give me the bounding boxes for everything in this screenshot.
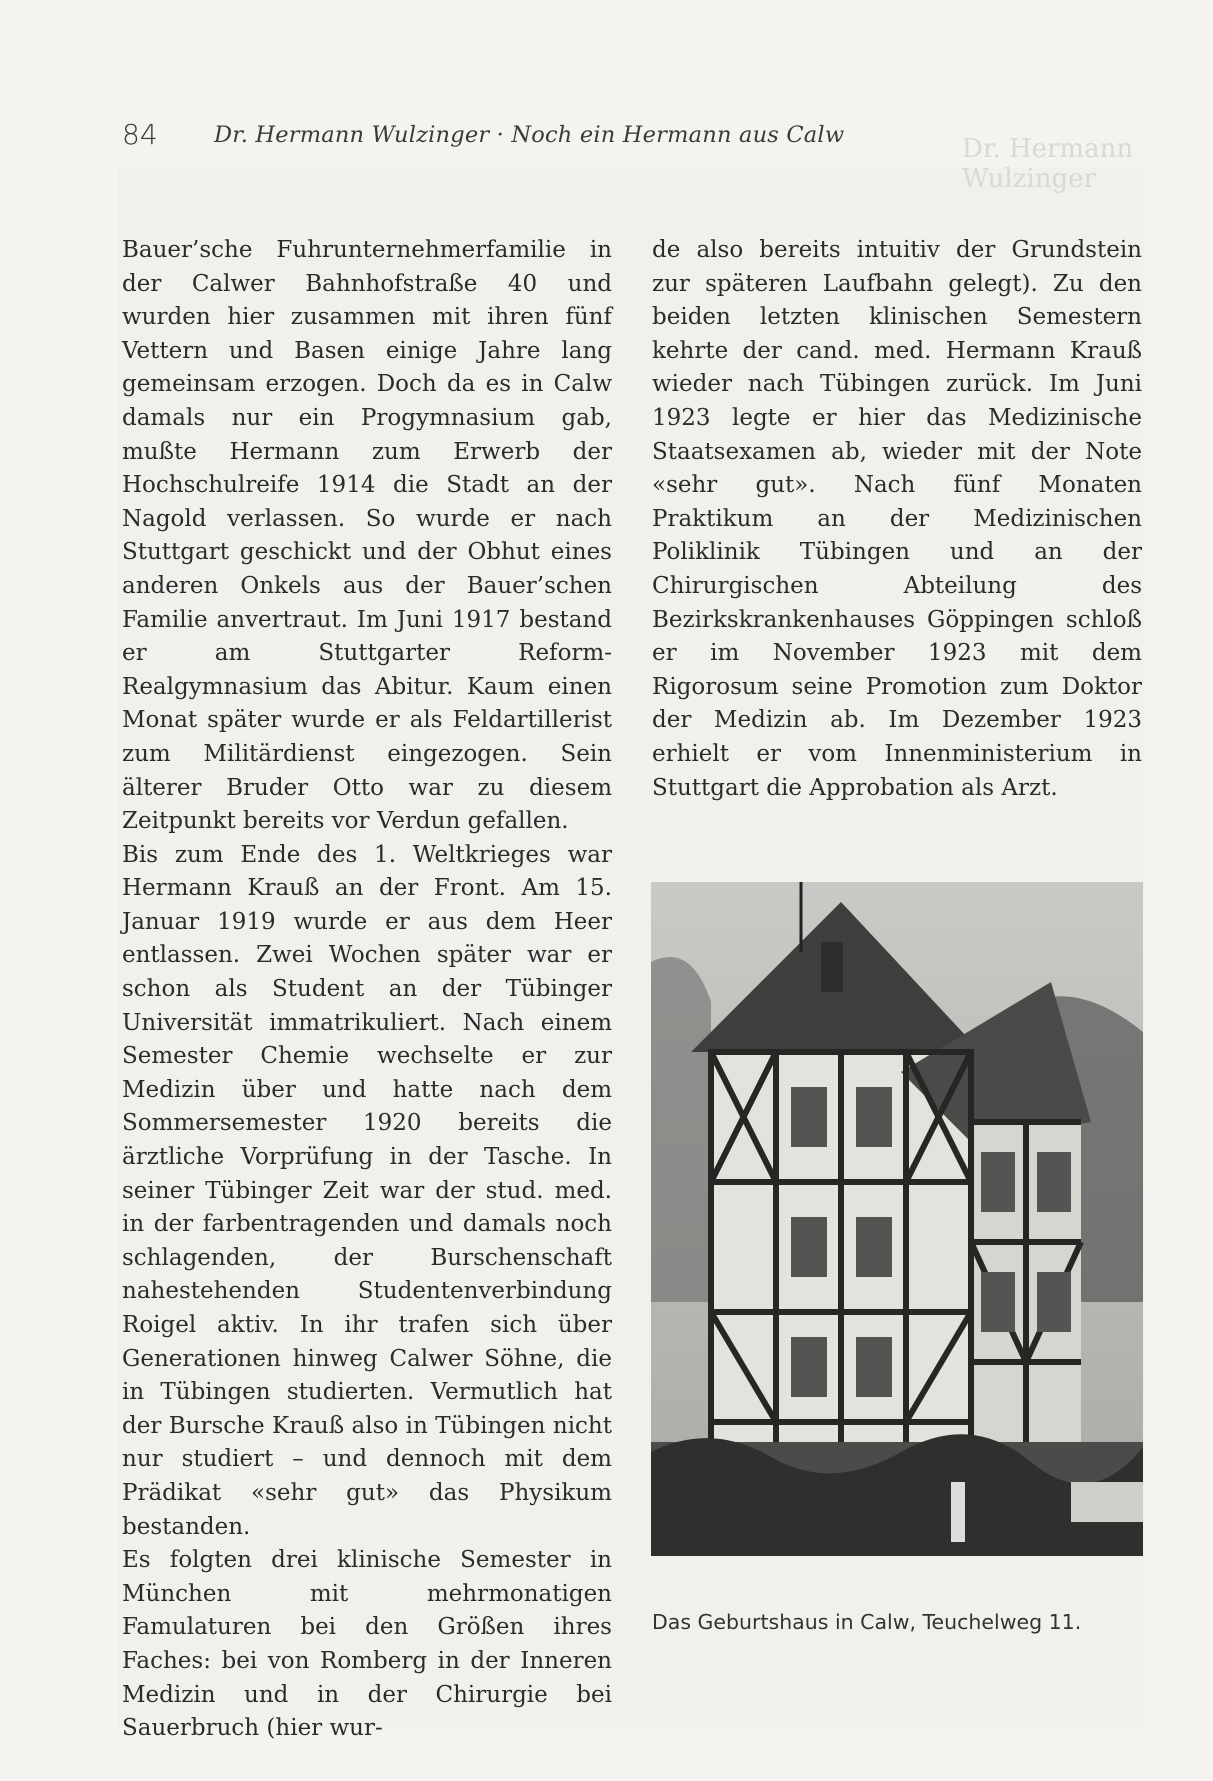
right-column	[652, 234, 1142, 805]
half-timbered-house-illustration	[651, 882, 1143, 1556]
left-column	[122, 234, 612, 1746]
page-number: 84	[122, 118, 158, 151]
paragraph: Es folgten drei klinische Semester in München mit mehrmonatigen Famulaturen bei den Größen ihres Faches: bei von Romberg in der Inneren Medizin und in der Chirurgie bei Sauerbruch (hier wur-	[122, 1547, 612, 1742]
house-photo	[651, 882, 1143, 1556]
paragraph: Bis zum Ende des 1. Weltkrieges war Hermann Krauß an der Front. Am 15. Januar 1919 wurde er aus dem Heer entlassen. Zwei Wochen später war er schon als Student an der Tübinger Universität immatrikuliert. Nach einem Semester Chemie wechselte er zur Medizin über und hatte nach dem Sommersemester 1920 bereits die ärztliche Vorprüfung in der Tasche. In seiner Tübinger Zeit war der stud. med. in der farbentragenden und damals noch schlagenden, der Burschenschaft nahestehenden Studentenverbindung Roigel aktiv. In ihr trafen sich über Generationen hinweg Calwer Söhne, die in Tübingen studierten. Vermutlich hat der Bursche Krauß also in Tübingen nicht nur studiert – und dennoch mit dem Prädikat «sehr gut» das Physikum bestanden.	[122, 841, 612, 1540]
paragraph: de also bereits intuitiv der Grundstein zur späteren Laufbahn gelegt). Zu den beiden letzten klinischen Semestern kehrte der cand. med. Hermann Krauß wieder nach Tübingen zurück. Im Juni 1923 legte er hier das Medizinische Staatsexamen ab, wieder mit der Note «sehr gut». Nach fünf Monaten Praktikum an der Medizinischen Poliklinik Tübingen und an der Chirurgischen Abteilung des Bezirkskrankenhauses Göppingen schloß er im November 1923 mit dem Rigorosum seine Promotion zum Doktor der Medizin ab. Im Dezember 1923 erhielt er vom Innenministerium in Stuttgart die Approbation als Arzt.	[652, 237, 1142, 801]
show-through-text: Dr. Hermann Wulzinger	[962, 134, 1134, 194]
page-header	[122, 118, 1122, 158]
paragraph: Bauer’sche Fuhrunternehmerfamilie in der Calwer Bahnhofstraße 40 und wurden hier zusammen mit ihren fünf Vettern und Basen einige Jahre lang gemeinsam erzogen. Doch da es in Calw damals nur ein Progymnasium gab, mußte Hermann zum Erwerb der Hochschulreife 1914 die Stadt an der Nagold verlassen. So wurde er nach Stuttgart geschickt und der Obhut eines anderen Onkels aus der Bauer’schen Familie anvertraut. Im Juni 1917 bestand er am Stuttgarter Reform-Realgymnasium das Abitur. Kaum einen Monat später wurde er als Feldartillerist zum Militärdienst eingezogen. Sein älterer Bruder Otto war zu diesem Zeitpunkt bereits vor Verdun gefallen.	[122, 237, 612, 835]
photo-caption: Das Geburtshaus in Calw, Teuchelweg 11.	[652, 1610, 1082, 1634]
running-head: Dr. Hermann Wulzinger · Noch ein Hermann aus Calw	[214, 122, 845, 148]
